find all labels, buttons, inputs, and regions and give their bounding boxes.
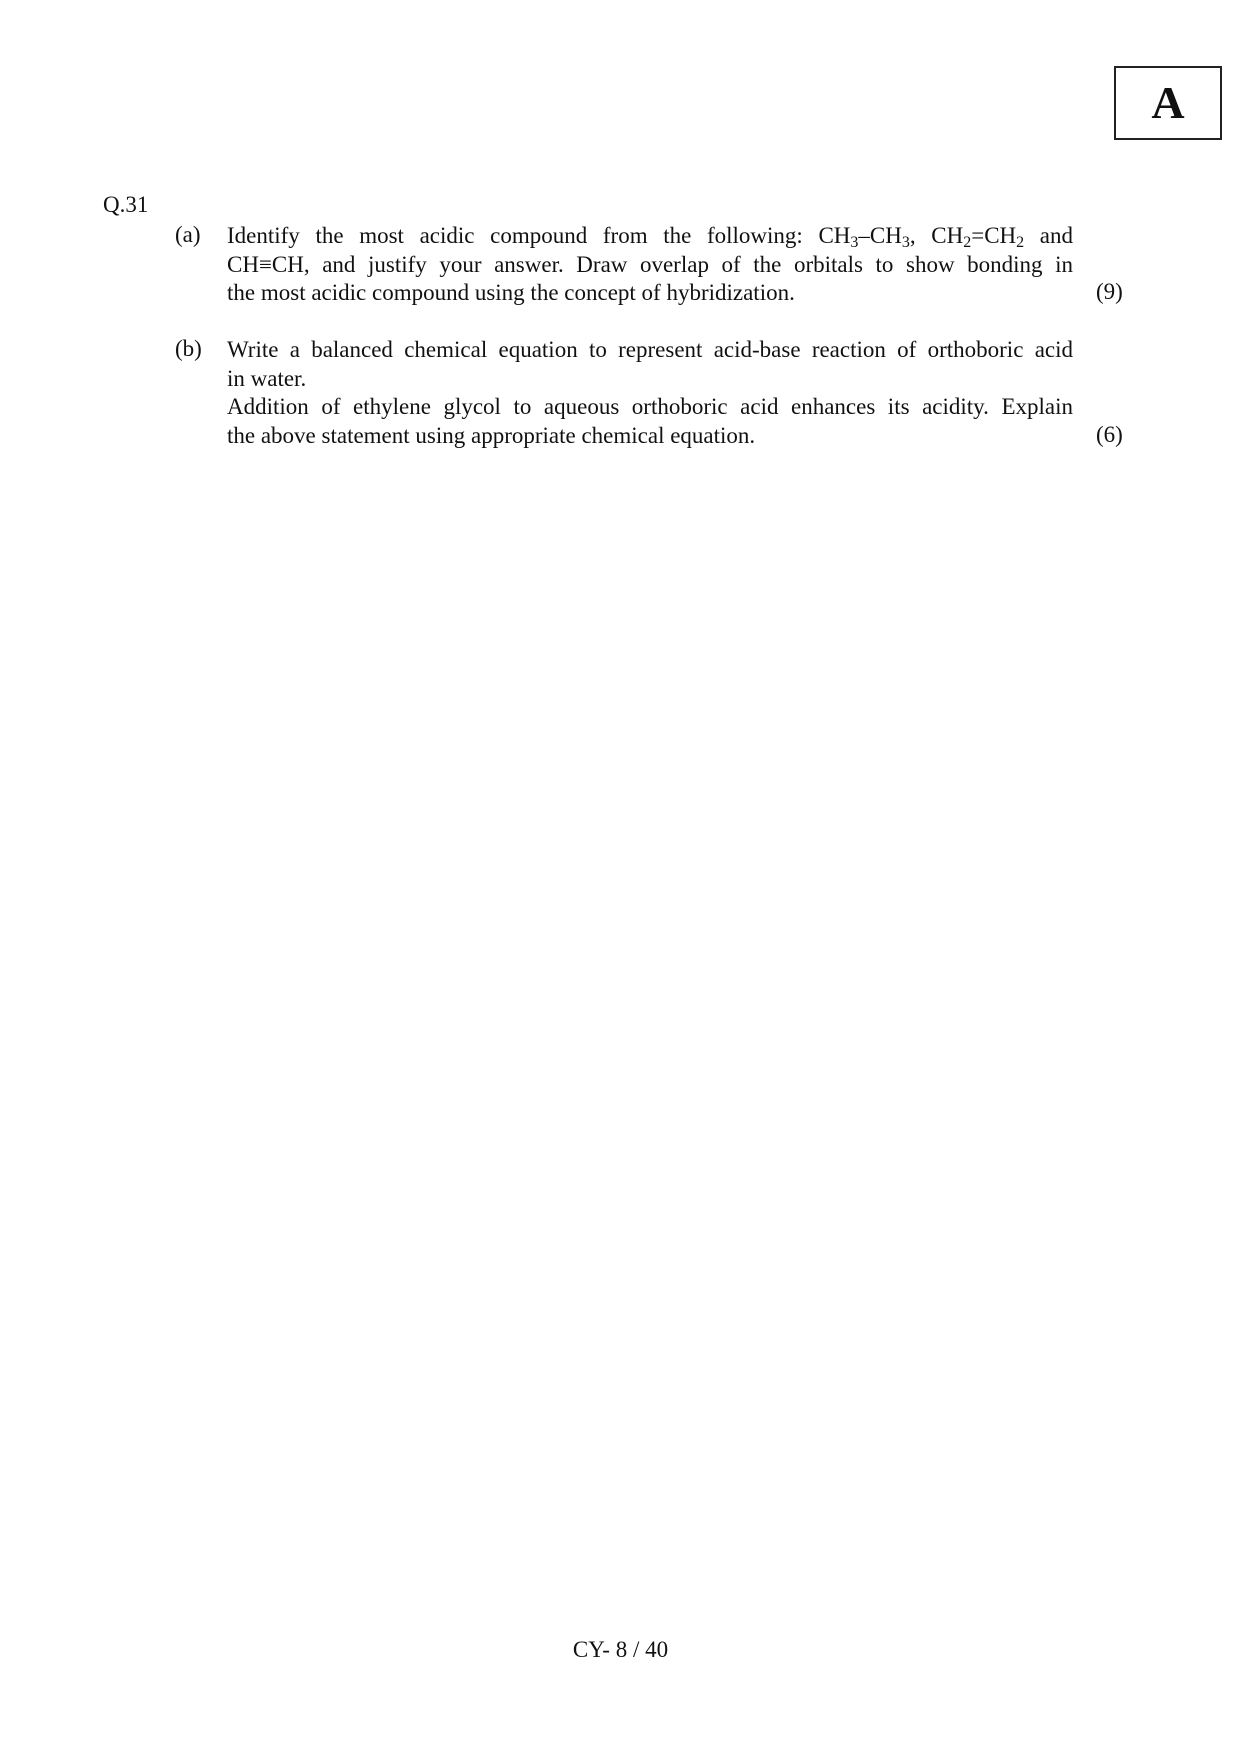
part-b-text xyxy=(227,336,1073,450)
part-b-line-3: Addition of ethylene glycol to aqueous orthoboric acid enhances its acidity. Explain xyxy=(227,394,1073,419)
part-b-line-2: in water. xyxy=(227,365,307,391)
part-b-line-4: the above statement using appropriate chemical equation. xyxy=(227,422,756,448)
part-a-label: (a) xyxy=(175,222,201,247)
part-a-line-3: the most acidic compound using the concept of hybridization. xyxy=(227,280,795,305)
question-set-box xyxy=(1114,66,1222,140)
part-b-line-1: Write a balanced chemical equation to represent acid-base reaction of orthoboric acid xyxy=(227,337,1073,362)
question-set-letter: A xyxy=(1151,77,1185,128)
formula-ethene: $CH_2=CH_2$ xyxy=(931,223,1025,251)
part-a-marks: (9) xyxy=(1096,279,1123,304)
part-a-text xyxy=(227,222,1073,308)
part-b-label: (b) xyxy=(175,336,202,361)
question-number: Q.31 xyxy=(103,192,149,217)
part-a-line-1: Identify the most acidic compound from the following: $CH_3-CH_3$, $CH_2=CH_2$ and xyxy=(227,223,1073,251)
part-b-marks: (6) xyxy=(1096,422,1123,447)
formula-ethane: $CH_3-CH_3$ xyxy=(818,223,910,251)
part-a-line-2: CH≡CH, and justify your answer. Draw overlap of the orbitals to show bonding in xyxy=(227,251,1073,277)
page-footer: CY- 8 / 40 xyxy=(572,1637,669,1662)
